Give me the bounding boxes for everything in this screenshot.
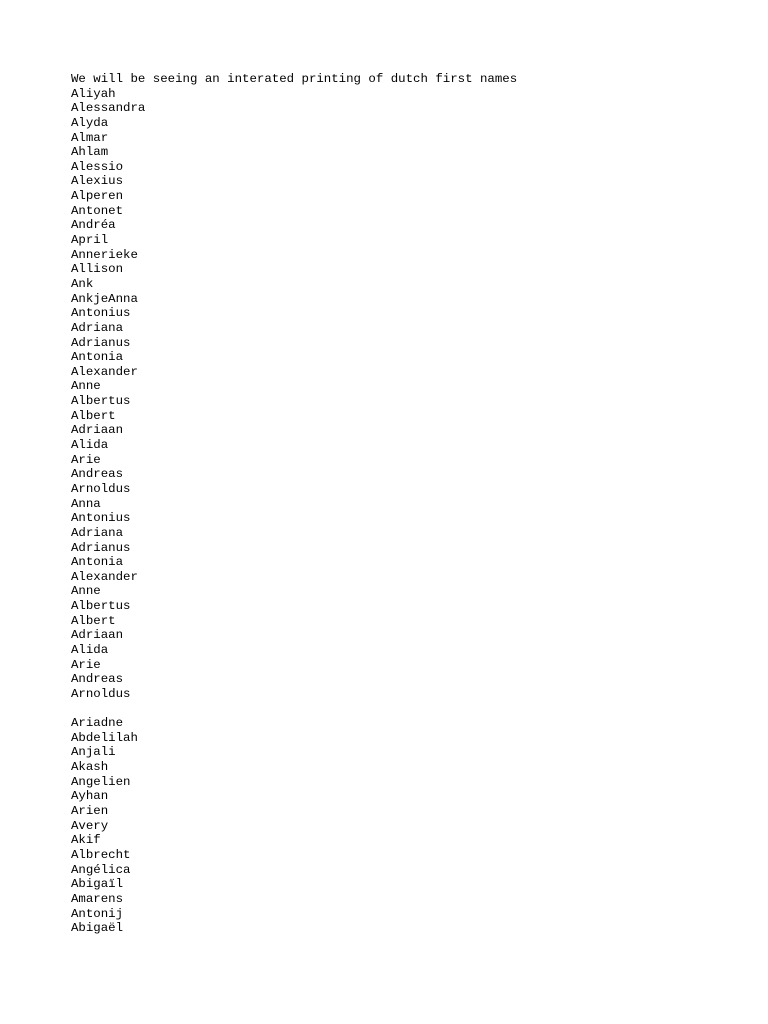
name-line: Albertus [71, 599, 131, 614]
name-line: Alexander [71, 569, 138, 584]
name-line: Akash [71, 760, 109, 775]
name-line: Alessandra [71, 101, 146, 116]
name-line: Abdelilah [71, 730, 138, 745]
name-line: Allison [71, 262, 124, 277]
blank-line [71, 702, 751, 717]
name-line: Ayhan [71, 789, 109, 804]
name-line: Alperen [71, 189, 124, 204]
name-line: Akif [71, 833, 101, 848]
name-line: Albert [71, 408, 116, 423]
name-line: Anne [71, 379, 101, 394]
name-line: Abigaël [71, 921, 124, 936]
name-line: Alida [71, 438, 109, 453]
name-line: Ahlam [71, 145, 109, 160]
name-line: Angelien [71, 774, 131, 789]
name-line: Albert [71, 613, 116, 628]
name-line: Adriaan [71, 423, 124, 438]
name-line: Ank [71, 276, 94, 291]
name-line: Antonij [71, 906, 124, 921]
names-list-2 [71, 716, 751, 936]
name-line: Alida [71, 642, 109, 657]
name-line: Andréa [71, 218, 116, 233]
name-line: Alexius [71, 174, 124, 189]
name-line: Antonius [71, 511, 131, 526]
name-line: Anna [71, 496, 101, 511]
name-line: Adrianus [71, 540, 131, 555]
name-line: Adriaan [71, 628, 124, 643]
name-line: Antonet [71, 203, 124, 218]
name-line: Avery [71, 818, 109, 833]
name-line: Adriana [71, 320, 124, 335]
name-line: Adrianus [71, 335, 131, 350]
name-line: Andreas [71, 672, 124, 687]
name-line: Albrecht [71, 847, 131, 862]
name-line: Alessio [71, 159, 124, 174]
name-line: Arnoldus [71, 481, 131, 496]
names-list-1 [71, 87, 751, 702]
document-heading: We will be seeing an interated printing of dutch first names [71, 72, 518, 86]
name-line: Arie [71, 452, 101, 467]
name-line: Aliyah [71, 86, 116, 101]
name-line: April [71, 233, 109, 248]
name-line: Antonius [71, 306, 131, 321]
name-line: Adriana [71, 525, 124, 540]
name-line: Angélica [71, 862, 131, 877]
name-line: Antonia [71, 555, 124, 570]
name-line: Antonia [71, 350, 124, 365]
name-line: Alyda [71, 115, 109, 130]
name-line: Almar [71, 130, 109, 145]
name-line: AnkjeAnna [71, 291, 138, 306]
document-page [71, 72, 751, 936]
name-line: Annerieke [71, 247, 138, 262]
name-line: Andreas [71, 467, 124, 482]
name-line: Anne [71, 584, 101, 599]
name-line: Arnoldus [71, 686, 131, 701]
name-line: Anjali [71, 745, 116, 760]
name-line: Arie [71, 657, 101, 672]
name-line: Alexander [71, 364, 138, 379]
name-line: Amarens [71, 891, 124, 906]
name-line: Abigaïl [71, 877, 124, 892]
name-line: Ariadne [71, 716, 124, 731]
name-line: Albertus [71, 394, 131, 409]
name-line: Arien [71, 804, 109, 819]
